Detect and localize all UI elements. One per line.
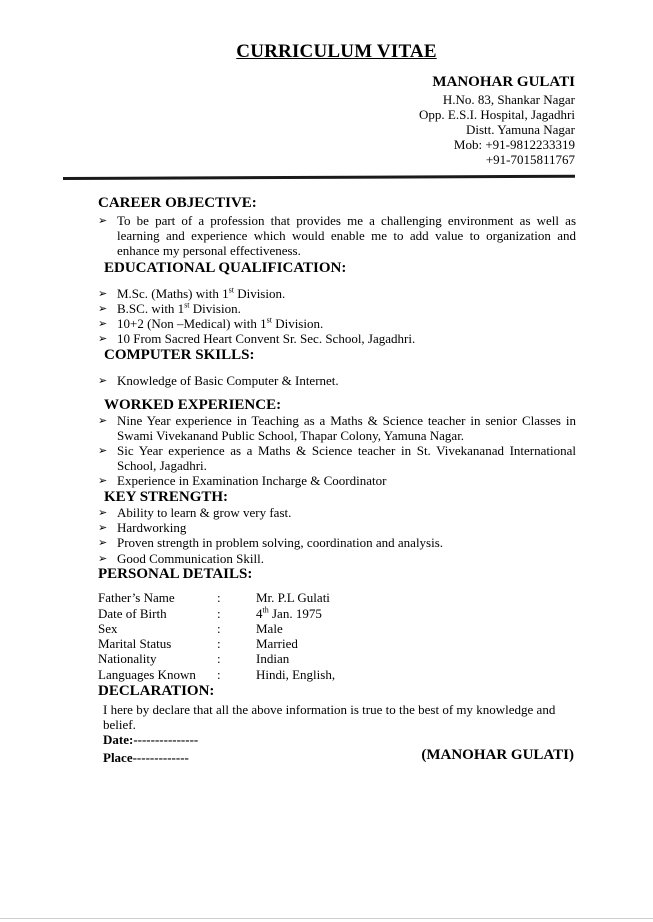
arrowhead-bullet-icon: ➢ <box>98 536 108 549</box>
detail-value: 4th Jan. 1975 <box>256 605 322 621</box>
list-item <box>98 213 576 258</box>
document-title: CURRICULUM VITAE <box>236 41 437 62</box>
detail-value: Male <box>256 621 283 636</box>
detail-label: Languages Known <box>98 667 196 682</box>
list-item <box>98 535 576 550</box>
arrowhead-bullet-icon: ➢ <box>98 302 108 315</box>
page-bottom-edge <box>0 918 653 919</box>
arrowhead-bullet-icon: ➢ <box>98 444 108 457</box>
detail-value: Mr. P.L Gulati <box>256 590 330 605</box>
address-line: Opp. E.S.I. Hospital, Jagadhri <box>419 107 575 122</box>
declaration-text: I here by declare that all the above information is true to the best of my knowledge and belief. <box>103 702 556 732</box>
contact-block <box>419 73 575 167</box>
strength-item: Ability to learn & grow very fast. <box>117 505 292 520</box>
list-item <box>98 373 576 388</box>
arrowhead-bullet-icon: ➢ <box>98 474 108 487</box>
list-item <box>98 331 576 346</box>
candidate-name: MANOHAR GULATI <box>432 74 575 90</box>
arrowhead-bullet-icon: ➢ <box>98 521 108 534</box>
strength-item: Good Communication Skill. <box>117 551 264 566</box>
detail-colon: : <box>217 606 221 621</box>
list-item <box>98 301 576 316</box>
detail-label: Date of Birth <box>98 606 167 621</box>
detail-value: Married <box>256 636 298 651</box>
computer-skill-item: Knowledge of Basic Computer & Internet. <box>117 373 339 388</box>
detail-colon: : <box>217 667 221 682</box>
arrowhead-bullet-icon: ➢ <box>98 414 108 427</box>
strength-item: Proven strength in problem solving, coordination and analysis. <box>117 535 444 550</box>
detail-colon: : <box>217 621 221 636</box>
education-item: 10+2 (Non –Medical) with 1st Division. <box>117 315 324 331</box>
experience-item: Nine Year experience in Teaching as a Maths & Science teacher in senior Classes in Swami Vivekanand Public School, Thapar Colony, Yamuna Nagar. <box>117 413 576 443</box>
career-objective-heading: CAREER OBJECTIVE: <box>98 195 257 211</box>
list-item <box>98 551 576 566</box>
detail-label: Father’s Name <box>98 590 175 605</box>
arrowhead-bullet-icon: ➢ <box>98 374 108 387</box>
list-item <box>98 316 576 331</box>
strength-item: Hardworking <box>117 520 187 535</box>
education-item: M.Sc. (Maths) with 1st Division. <box>117 285 286 301</box>
place-label: Place------------- <box>103 750 189 765</box>
declaration-heading: DECLARATION: <box>98 683 215 699</box>
detail-label: Marital Status <box>98 636 172 651</box>
detail-label: Sex <box>98 621 118 636</box>
mobile-line: +91-7015811767 <box>485 152 575 167</box>
key-strength-heading: KEY STRENGTH: <box>104 489 229 505</box>
detail-colon: : <box>217 590 221 605</box>
list-item <box>98 413 576 443</box>
date-label: Date:--------------- <box>103 732 199 747</box>
education-heading: EDUCATIONAL QUALIFICATION: <box>104 260 347 276</box>
education-item: 10 From Sacred Heart Convent Sr. Sec. School, Jagadhri. <box>117 331 416 346</box>
detail-value: Indian <box>256 651 290 666</box>
mobile-line: Mob: +91-9812233319 <box>453 137 575 152</box>
detail-colon: : <box>217 636 221 651</box>
address-line: H.No. 83, Shankar Nagar <box>442 92 575 107</box>
experience-item: Experience in Examination Incharge & Coordinator <box>117 473 387 488</box>
list-item <box>98 505 576 520</box>
address-line: Distt. Yamuna Nagar <box>465 122 575 137</box>
computer-skills-heading: COMPUTER SKILLS: <box>104 347 255 363</box>
list-item <box>98 286 576 301</box>
arrowhead-bullet-icon: ➢ <box>98 287 108 300</box>
personal-details-heading: PERSONAL DETAILS: <box>98 566 253 582</box>
arrowhead-bullet-icon: ➢ <box>98 317 108 330</box>
signature-name: (MANOHAR GULATI) <box>421 747 574 763</box>
experience-item: Sic Year experience as a Maths & Science teacher in St. Vivekananad International School, Jagadhri. <box>117 443 576 473</box>
detail-label: Nationality <box>98 651 157 666</box>
experience-heading: WORKED EXPERIENCE: <box>104 397 282 413</box>
list-item <box>98 520 576 535</box>
list-item <box>98 473 576 488</box>
detail-value: Hindi, English, <box>256 667 336 682</box>
education-item: B.SC. with 1st Division. <box>117 300 241 316</box>
detail-colon: : <box>217 651 221 666</box>
list-item <box>98 443 576 473</box>
arrowhead-bullet-icon: ➢ <box>98 332 108 345</box>
header-divider <box>63 175 575 180</box>
arrowhead-bullet-icon: ➢ <box>98 506 108 519</box>
career-objective-text: To be part of a profession that provides me a challenging environment as well as learning and experience which would enable me to add value to organization and enhance my personal effectiveness. <box>117 213 576 258</box>
arrowhead-bullet-icon: ➢ <box>98 214 108 227</box>
arrowhead-bullet-icon: ➢ <box>98 552 108 565</box>
